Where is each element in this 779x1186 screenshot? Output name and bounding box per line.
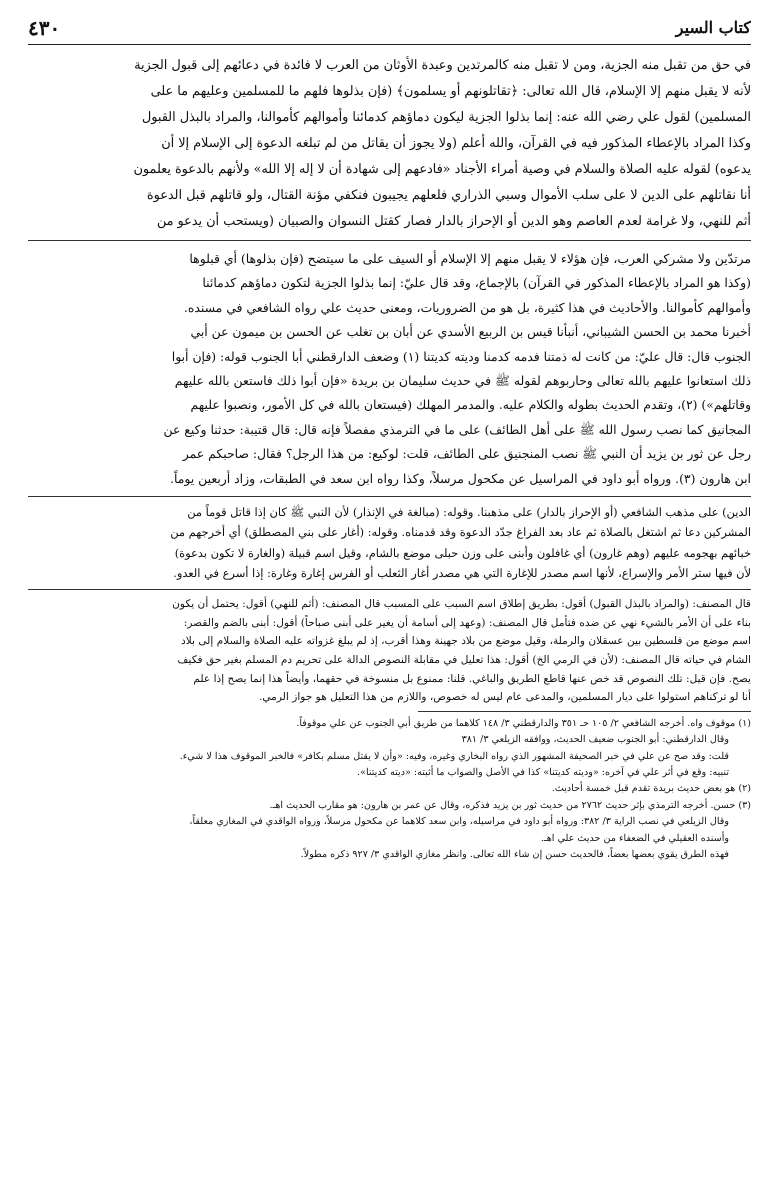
footnote: قلت: وقد صح عن علي في خبر الصحيفة المشهور الذي رواه البخاري وغيره، وفيه: «وأن لا يقتل مسلم بكافر» فالخبر الموقوف هذا لا شيء. [179, 750, 729, 762]
footnote: (١) موقوف واه. أخرجه الشافعي ٢/ ١٠٥ حـ ٣٥١ والدارقطني ٣/ ١٤٨ كلاهما من طريق أبي الجنوب عن علي موقوفاً. [296, 717, 751, 729]
commentary-line: وقاتلهم») (٢)، وتقدم الحديث بطوله والكلام عليه. والمدمر المهلك (فيستعان بالله في كل الأمور، ونصبوا عليهم [190, 397, 751, 413]
commentary-line: خبائهم بهجومه عليهم (وهم غارون) أي غافلون وأبنى على وزن حبلى موضع بالشام، وقيل اسم قبيلة (والغارة لا تكون بدعوة) [174, 545, 751, 560]
commentary-line: اسم موضع من فلسطين بين عسقلان والرملة، وقيل موضع من بلاد جهينة وهذا أقرب، إذ لم يبلغ غزواته عليه الصلاة والسلام إلى بلاد [180, 635, 751, 648]
book-page [28, 10, 751, 1170]
commentary-line: قال المصنف: (والمراد بالبذل القبول) أقول: بطريق إطلاق اسم السبب على المسبب قال المصنف: (أثم للنهي) أقول: يحتمل أن يكون [172, 598, 751, 611]
footnote: فهذه الطرق يقوي بعضها بعضاً، فالحديث حسن إن شاء الله تعالى. وانظر مغازي الواقدي ٣/ ٩٢٧ ذكره مطولاً. [300, 849, 729, 861]
main-text-line: في حق من تقبل منه الجزية، ومن لا تقبل منه كالمرتدين وعبدة الأوثان من العرب لا فائدة في دعائهم إلى قبول الجزية [134, 58, 751, 73]
commentary-3 [28, 596, 751, 707]
footnote: (٣) حسن. أخرجه الترمذي بإثر حديث ٢٧٦٢ من حديث ثور بن يزيد فذكره، وقال عن عمر بن هارون: هو مقارب الحديث اهـ. [269, 799, 751, 811]
footnote: وقال الزيلعي في نصب الراية ٣/ ٣٨٢: ورواه أبو داود في مراسيله، وابن سعد كلاهما عن مكحول مرسلاً، ورواه الواقدي في المغازي معلقاً، [189, 816, 729, 828]
commentary-line: أنا لو تركناهم استولوا على ديار المسلمين، والمدعى عام ليس له خصوص، واللازم من هذا التعليل هو جواز الرمي. [258, 691, 751, 704]
commentary-line: الدين) على مذهب الشافعي (أو الإحراز بالدار) على مذهبنا. وقوله: (مبالغة في الإنذار) لأن النبي ﷺ كان إذا قاتل قوماً من [187, 505, 751, 520]
commentary-1 [28, 247, 751, 490]
main-text-line: أثم للنهي، ولا غرامة لعدم العاصم وهو الدين أو الإحراز بالدار فصار كقتل النسوان والصبيان (ويستحب أن يدعو من [156, 214, 751, 229]
commentary-line: ذلك استعانوا عليهم بالله تعالى وحاربوهم لقوله ﷺ في حديث سليمان بن بريدة «فإن أبوا ذلك فاستعن بالله عليهم [174, 373, 751, 389]
footnote: تنبيه: وقع في أثر علي في آخره: «وديته كديتنا» كذا في الأصل والصواب ما أثبته: «ديته كديتنا». [357, 767, 729, 779]
commentary-line: مرتدّين ولا مشركي العرب، فإن هؤلاء لا يقبل منهم إلا الإسلام أو السيف على ما سيتضح (فإن بذلوها) أي قبلوها [189, 251, 751, 266]
page-header [28, 16, 751, 42]
main-text-line: أنا نقاتلهم على الدين لا على سلب الأموال وسبي الذراري فلعلهم يجيبون فنكفي مؤنة القتال، ولو قاتلهم قبل الدعوة [146, 188, 751, 203]
footnotes [28, 716, 751, 864]
commentary-line: أخبرنا محمد بن الحسن الشيباني، أنبأنا قيس بن الربيع الأسدي عن أبان بن تغلب عن الحسن بن ميمون عن أبي [190, 324, 751, 340]
page-number: ٤٣٠ [28, 16, 61, 40]
main-text-line: وكذا المراد بالإعطاء المذكور فيه في القرآن، والله أعلم (ولا يجوز أن يقاتل من لم تبلغه الدعوة إلى الإسلام إلا أن [161, 136, 751, 151]
commentary-line: ابن هارون (٣). ورواه أبو داود في المراسيل عن مكحول مرسلاً، وكذا رواه ابن سعد في الطبقات، وزاد أربعين يوماً. [170, 470, 751, 486]
section-separator [28, 240, 751, 241]
section-separator [28, 589, 751, 590]
commentary-line: المجانيق كما نصب رسول الله ﷺ على أهل الطائف) على ما في الترمذي مفصلاً فإنه قال: قال قتيبة: حدثنا وكيع عن [163, 421, 751, 437]
commentary-line: بناء على أن الأمر بالشيء نهي عن ضده فتأمل قال المصنف: (وعهد إلى أسامة أن يغير على أبنى صباحاً) أقول: أبنى بالضم والقصر: [183, 616, 751, 629]
commentary-line: الجنوب قال: قال عليّ: من كانت له ذمتنا فدمه كدمنا وديته كديتنا (١) وضعف الدارقطني أبا الجنوب قوله: (فإن أبوا [171, 348, 751, 364]
commentary-line: الشام في حياته قال المصنف: (لأن في الرمي الخ) أقول: هذا تعليل في مقابلة النصوص الدالة على تحريم دم المسلم بغير حق فكيف [177, 654, 751, 667]
main-text-line: لأنه لا يقبل منهم إلا الإسلام، قال الله تعالى: ﴿تقاتلونهم أو يسلمون﴾ (فإن بذلوها فلهم ما للمسلمين وعليهم ما على [150, 84, 751, 99]
commentary-line: رجل عن ثور بن يزيد أن النبي ﷺ نصب المنجنيق على الطائف، قلت: لوكيع: من هذا الرجل؟ فقال: صاحبكم عمر [182, 446, 751, 462]
header-rule [28, 44, 751, 45]
footnote: وأسنده العقيلي في الضعفاء من حديث علي اهـ. [540, 832, 729, 844]
section-separator [28, 496, 751, 497]
commentary-2 [28, 503, 751, 583]
commentary-line: (وكذا هو المراد بالإعطاء المذكور في القرآن) بالإجماع، وقد قال عليّ: إنما بذلوا الجزية لتكون دماؤهم كدمائنا [202, 275, 751, 291]
footnote-rule [418, 711, 751, 712]
running-title: كتاب السير [675, 18, 751, 37]
commentary-line: وأموالهم كأموالنا. والأحاديث في هذا كثيرة، بل هو من الضروريات، ومعنى حديث علي رواه الشافعي في مسنده. [183, 299, 751, 315]
footnote: (٢) هو بعض حديث بريدة تقدم قبل خمسة أحاديث. [551, 783, 751, 795]
main-text [28, 53, 751, 234]
commentary-line: يصح. فإن قيل: تلك النصوص قد خص عنها قاطع الطريق والباغي. قلنا: ممنوع بل منسوخة في حقهما، وأيضاً هذا إنما يصح إذا علم [193, 672, 751, 685]
main-text-line: يدعوه) لقوله عليه الصلاة والسلام في وصية أمراء الأجناد «فادعهم إلى شهادة أن لا إله إلا الله» ولأنهم بالدعوة يعلمون [133, 162, 751, 177]
commentary-line: لأن فيها ستر الأمر والإسراع، لأنها اسم مصدر للإغارة التي هي مصدر أغار الثعلب أو الفرس إغارة وغارة: إذا أسرع في العدو. [173, 565, 751, 580]
main-text-line: المسلمين) لقول علي رضي الله عنه: إنما بذلوا الجزية ليكون دماؤهم كدمائنا وأموالهم كأموالنا، والمراد بالبذل القبول [141, 110, 751, 125]
commentary-line: المشركين دعا ثم اشتغل بالصلاة ثم عاد بعد الفراغ جدّد الدعوة وقد قدمناه. وقوله: (أغار على بني المصطلق) أي أخرجهم من [170, 525, 751, 540]
footnote: وقال الدارقطني: أبو الجنوب ضعيف الحديث، ووافقه الزيلعي ٣/ ٣٨١ [461, 734, 729, 746]
